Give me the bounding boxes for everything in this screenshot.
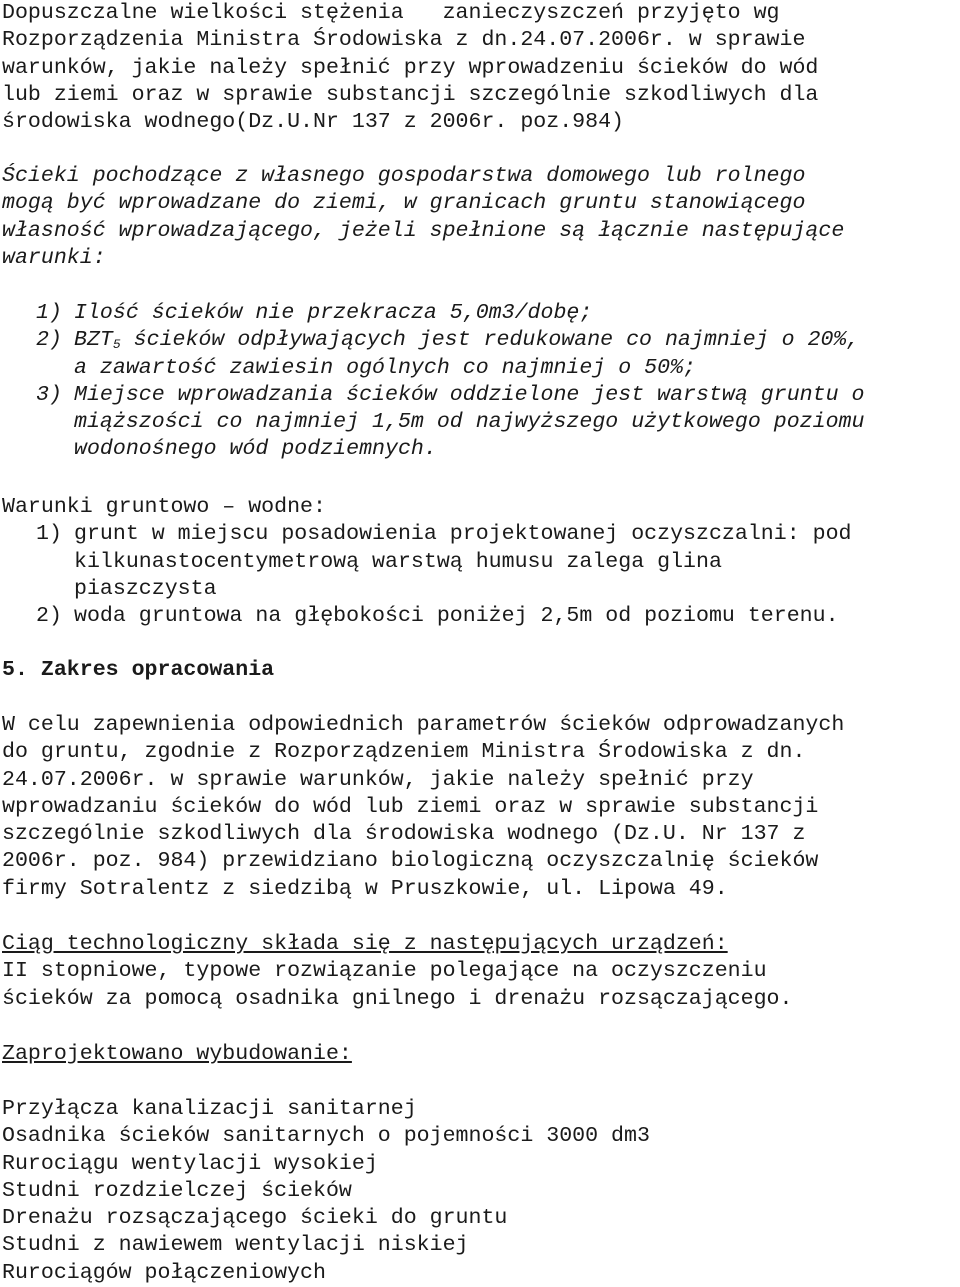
text-line: II stopniowe, typowe rozwiązanie polegające na oczyszczeniu bbox=[2, 959, 767, 984]
list-item bbox=[2, 521, 960, 603]
text-line: ścieków za pomocą osadnika gnilnego i drenażu rozsączającego. bbox=[2, 986, 793, 1011]
text-line: Miejsce wprowadzania ścieków oddzielone jest warstwą gruntu o bbox=[74, 382, 865, 407]
designed-items-list bbox=[2, 1096, 960, 1287]
text-line: szczególnie szkodliwych dla środowiska wodnego (Dz.U. Nr 137 z bbox=[2, 822, 806, 847]
list-number: 2) bbox=[36, 328, 62, 353]
text-line: 2006r. poz. 984) przewidziano biologiczną oczyszczalnię ścieków bbox=[2, 849, 819, 874]
list-item: Studni z nawiewem wentylacji niskiej bbox=[2, 1233, 469, 1258]
text-line: warunków, jakie należy spełnić przy wprowadzeniu ścieków do wód bbox=[2, 55, 819, 80]
list-item: Osadnika ścieków sanitarnych o pojemności 3000 dm3 bbox=[2, 1124, 650, 1149]
list-number: 1) bbox=[36, 522, 62, 547]
section-title: 5. Zakres opracowania bbox=[2, 658, 275, 682]
list-item: Rurociągów połączeniowych bbox=[2, 1260, 326, 1285]
text-line: środowiska wodnego(Dz.U.Nr 137 z 2006r. poz.984) bbox=[2, 110, 625, 135]
list-number: 3) bbox=[36, 382, 62, 407]
text-line: firmy Sotralentz z siedzibą w Pruszkowie, ul. Lipowa 49. bbox=[2, 876, 728, 901]
tech-sequence bbox=[2, 931, 960, 1013]
bzt-subscript: 5 bbox=[112, 337, 121, 353]
text-line: do gruntu, zgodnie z Rozporządzeniem Ministra Środowiska z dn. bbox=[2, 740, 806, 765]
text-line: mogą być wprowadzane do ziemi, w granicach gruntu stanowiącego bbox=[2, 191, 806, 216]
list-number: 2) bbox=[36, 604, 62, 629]
tech-heading-line bbox=[2, 931, 960, 958]
conditions-list bbox=[2, 300, 960, 464]
text-line: wprowadzaniu ścieków do wód lub ziemi oraz w sprawie substancji bbox=[2, 794, 819, 819]
text-line: Rozporządzenia Ministra Środowiska z dn.24.07.2006r. w sprawie bbox=[2, 28, 806, 53]
text-line: Ilość ścieków nie przekracza 5,0m3/dobę; bbox=[74, 301, 593, 325]
list-item: Rurociągu wentylacji wysokiej bbox=[2, 1151, 378, 1176]
text-segment: ścieków odpływających jest redukowane co najmniej o 20%, bbox=[120, 328, 860, 353]
list-number: 1) bbox=[36, 301, 62, 325]
intro-paragraph bbox=[2, 0, 960, 136]
text-line: warunki: bbox=[2, 245, 106, 270]
list-item bbox=[2, 603, 960, 630]
list-item: Drenażu rozsączającego ścieki do gruntu bbox=[2, 1206, 508, 1231]
text-line: Ścieki pochodzące z własnego gospodarstwa domowego lub rolnego bbox=[2, 164, 806, 188]
text-line: 24.07.2006r. w sprawie warunków, jakie należy spełnić przy bbox=[2, 767, 754, 792]
text-line: piaszczysta bbox=[74, 576, 217, 601]
text-line: Dopuszczalne wielkości stężenia zanieczyszczeń przyjęto wg bbox=[2, 1, 780, 25]
designed-heading: Zaprojektowano wybudowanie: bbox=[2, 1042, 352, 1066]
text-line: lub ziemi oraz w sprawie substancji szczególnie szkodliwych dla bbox=[2, 82, 819, 107]
text-line: a zawartość zawiesin ogólnych co najmniej o 50%; bbox=[74, 355, 697, 380]
list-item bbox=[2, 327, 960, 382]
designed-heading-block bbox=[2, 1041, 960, 1068]
section-5-heading bbox=[2, 657, 960, 684]
text-line: wodonośnego wód podziemnych. bbox=[74, 437, 437, 462]
designed-heading-line bbox=[2, 1041, 960, 1068]
text-line: grunt w miejscu posadowienia projektowanej oczyszczalni: pod bbox=[74, 522, 852, 547]
section-heading: Warunki gruntowo – wodne: bbox=[2, 495, 326, 519]
section-5-paragraph bbox=[2, 712, 960, 903]
text-line: W celu zapewnienia odpowiednich parametrów ścieków odprowadzanych bbox=[2, 713, 845, 737]
soil-conditions bbox=[2, 494, 960, 630]
list-item: Studni rozdzielczej ścieków bbox=[2, 1178, 352, 1203]
list-item bbox=[2, 300, 960, 327]
tech-heading: Ciąg technologiczny składa się z następujących urządzeń: bbox=[2, 932, 728, 956]
text-line: woda gruntowa na głębokości poniżej 2,5m od poziomu terenu. bbox=[74, 604, 839, 629]
list-item bbox=[2, 382, 960, 464]
text-line: miąższości co najmniej 1,5m od najwyższego użytkowego poziomu bbox=[74, 410, 865, 435]
bzt-label: BZT bbox=[74, 328, 113, 353]
text-line: kilkunastocentymetrową warstwą humusu zalega glina bbox=[74, 549, 722, 574]
list-item: Przyłącza kanalizacji sanitarnej bbox=[2, 1097, 417, 1121]
conditions-paragraph bbox=[2, 163, 960, 272]
text-line bbox=[74, 327, 960, 354]
text-line: własność wprowadzającego, jeżeli spełnione są łącznie następujące bbox=[2, 218, 845, 243]
